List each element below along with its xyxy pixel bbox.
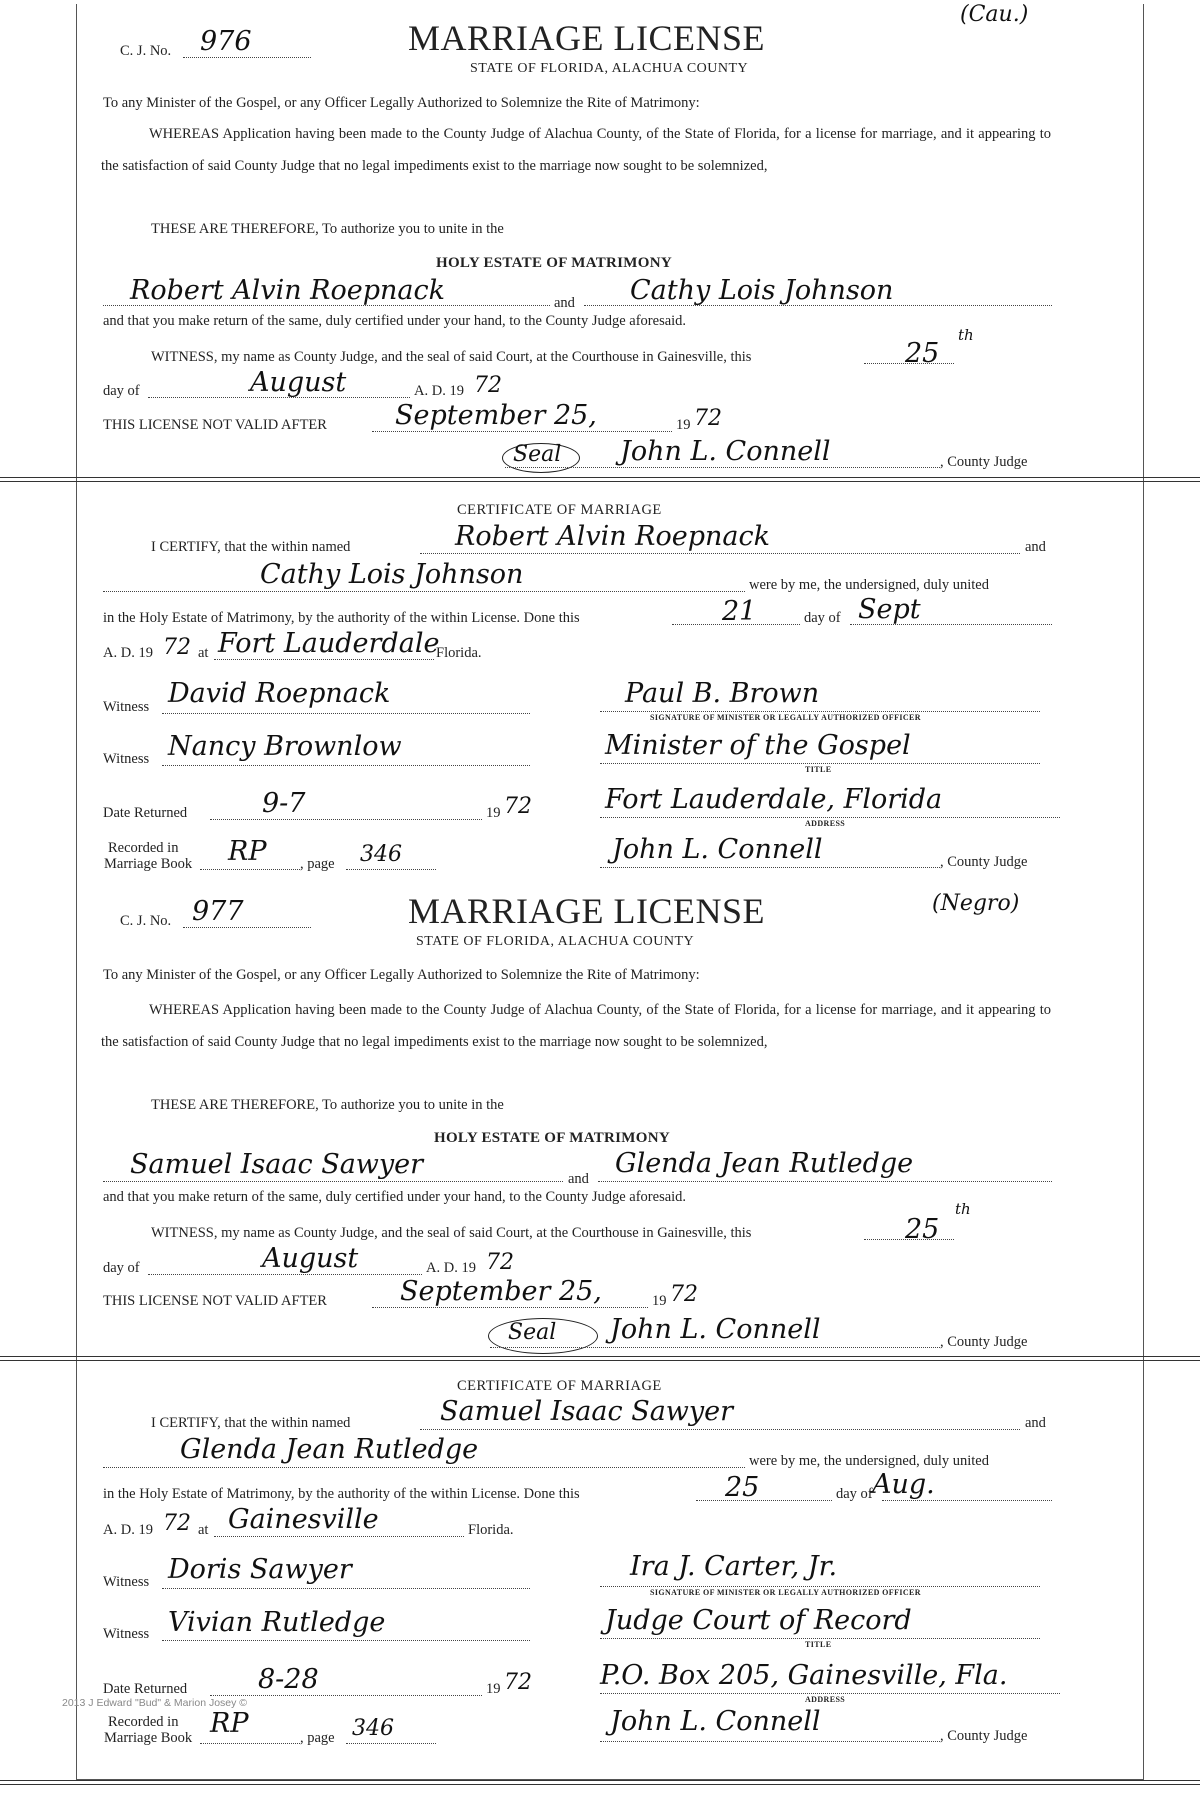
holy-estate-heading: HOLY ESTATE OF MATRIMONY [434,1130,670,1146]
seal-text: Seal [513,442,562,467]
cert-day-of-label: day of [836,1486,873,1502]
not-valid-date: September 25, [395,400,597,431]
license-title: MARRIAGE LICENSE [408,891,765,931]
witness2-line [162,765,530,766]
done-day: 25 [725,1472,760,1503]
copyright-watermark: 2013 J Edward "Bud" & Marion Josey © [62,1697,248,1709]
corner-note: (Cau.) [960,2,1029,27]
place-line [214,659,434,660]
section-divider [0,477,1200,478]
cj-no-value: 977 [192,896,244,927]
witness1-label: Witness [103,1574,150,1590]
cj-no-line [183,57,311,58]
cj-no-value: 976 [200,26,252,57]
witness2-signature: Vivian Rutledge [168,1607,386,1638]
day-number: 25 [905,1214,940,1245]
done-day-line [696,1500,832,1501]
united-label: were by me, the undersigned, duly united [749,577,989,593]
officer-address-line [600,1693,1060,1694]
marriage-book-label: Marriage Book [104,856,193,872]
marriage-book-label: Marriage Book [104,1730,193,1746]
returned-year-prefix: 19 [486,805,501,821]
certify-label: I CERTIFY, that the within named [151,539,351,555]
bride-name: Glenda Jean Rutledge [615,1148,914,1179]
united-label: were by me, the undersigned, duly united [749,1453,989,1469]
return-line: and that you make return of the same, duly certified under your hand, to the County Judge aforesaid. [103,313,687,329]
cj-no-line [183,927,311,928]
not-valid-label: THIS LICENSE NOT VALID AFTER [103,1293,327,1309]
officer-signature: Paul B. Brown [625,678,820,709]
witness1-signature: David Roepnack [168,678,391,709]
page-value: 346 [360,842,402,867]
witness1-line [162,1588,530,1589]
address-line: To any Minister of the Gospel, or any Officer Legally Authorized to Solemnize the Rite of Matrimony: [103,967,700,983]
at-label: at [198,1522,209,1538]
certificate-title: CERTIFICATE OF MARRIAGE [457,1378,662,1394]
day-suffix: th [955,1200,971,1218]
cert-bride: Cathy Lois Johnson [260,559,524,590]
not-valid-line [372,1307,648,1308]
address-label: ADDRESS [805,819,846,828]
witness1-label: Witness [103,699,150,715]
section-divider [0,1356,1200,1357]
page-label: , page [300,1730,335,1746]
cj-no-label: C. J. No. [120,43,172,59]
witness-line: WITNESS, my name as County Judge, and the seal of said Court, at the Courthouse in Gainesville, this [151,1225,752,1241]
not-valid-year: 72 [694,406,722,431]
returned-year: 72 [504,1670,532,1695]
book-line [200,1743,300,1744]
title-label: TITLE [805,1640,832,1649]
officer-address-line [600,817,1060,818]
license-title: MARRIAGE LICENSE [408,18,765,58]
day-of-label: day of [103,1260,140,1276]
officer-title-line [600,763,1040,764]
not-valid-year: 72 [670,1282,698,1307]
returned-year-prefix: 19 [486,1681,501,1697]
book-value: RP [210,1708,249,1739]
cert-groom: Samuel Isaac Sawyer [440,1396,734,1427]
seal-text: Seal [508,1320,557,1345]
cert-place: Gainesville [228,1504,379,1535]
recorded-in-label: Recorded in [108,840,179,856]
state-line: STATE OF FLORIDA, ALACHUA COUNTY [470,61,749,76]
cert-judge-line [600,867,940,868]
certificate-title: CERTIFICATE OF MARRIAGE [457,502,662,518]
address-line: To any Minister of the Gospel, or any Officer Legally Authorized to Solemnize the Rite of Matrimony: [103,95,700,111]
officer-address: Fort Lauderdale, Florida [605,784,943,815]
done-month-line [882,1500,1052,1501]
cert-and-label: and [1025,1415,1046,1431]
not-valid-year-prefix: 19 [652,1293,667,1309]
officer-label: SIGNATURE OF MINISTER OR LEGALLY AUTHORIZED OFFICER [650,713,921,722]
officer-title: Judge Court of Record [605,1605,912,1636]
not-valid-line [372,431,672,432]
page-label: , page [300,856,335,872]
page-line [346,869,436,870]
whereas-paragraph: WHEREAS Application having been made to the County Judge of Alachua County, of the State of Florida, for a license for marriage, and it appearing to the satisfaction of said County Judge that no legal impediments exist to the marriage now sought to be solemnized, [101,126,1051,174]
return-line: and that you make return of the same, duly certified under your hand, to the County Judge aforesaid. [103,1189,687,1205]
and-label: and [554,295,575,311]
day-of-label: day of [103,383,140,399]
returned-year: 72 [504,794,532,819]
witness2-label: Witness [103,1626,150,1642]
therefore-line: THESE ARE THEREFORE, To authorize you to unite in the [151,1097,504,1113]
cert-judge-signature: John L. Connell [610,1706,821,1737]
date-returned-line [210,819,482,820]
bride-name: Cathy Lois Johnson [630,275,894,306]
done-month: Aug. [872,1469,935,1500]
judge-signature: John L. Connell [610,1314,821,1345]
day-number: 25 [905,338,940,369]
cert-bride-line [103,1467,745,1468]
cert-judge-signature: John L. Connell [612,834,823,865]
cert-year: 72 [163,1511,191,1536]
section-divider [0,481,1200,482]
state-line: STATE OF FLORIDA, ALACHUA COUNTY [416,934,695,949]
page-line [346,1743,436,1744]
year-value: 72 [474,373,502,398]
judge-sign-line [490,1347,940,1348]
groom-name: Samuel Isaac Sawyer [130,1149,424,1180]
month-value: August [250,367,347,398]
date-returned: 8-28 [258,1664,319,1695]
authority-line: in the Holy Estate of Matrimony, by the authority of the within License. Done this [103,1486,580,1502]
judge-signature: John L. Connell [620,436,831,467]
ad-label: A. D. 19 [414,383,464,399]
cert-and-label: and [1025,539,1046,555]
witness2-signature: Nancy Brownlow [168,731,402,762]
officer-title: Minister of the Gospel [605,730,911,761]
day-suffix: th [958,326,974,344]
officer-label: SIGNATURE OF MINISTER OR LEGALLY AUTHORIZED OFFICER [650,1588,921,1597]
not-valid-year-prefix: 19 [676,417,691,433]
officer-sign-line [600,711,1040,712]
year-value: 72 [486,1250,514,1275]
ad-label: A. D. 19 [426,1260,476,1276]
judge-sign-line [505,467,940,468]
cert-place: Fort Lauderdale [218,628,440,659]
cert-bride-line [103,591,745,592]
address-label: ADDRESS [805,1695,846,1704]
county-judge-label: , County Judge [940,1334,1028,1350]
bottom-rule [0,1780,1200,1781]
witness1-signature: Doris Sawyer [168,1554,352,1585]
therefore-line: THESE ARE THEREFORE, To authorize you to unite in the [151,221,504,237]
date-returned-label: Date Returned [103,805,188,821]
cert-day-of-label: day of [804,610,841,626]
whereas-paragraph: WHEREAS Application having been made to the County Judge of Alachua County, of the State of Florida, for a license for marriage, and it appearing to the satisfaction of said County Judge that no legal impediments exist to the marriage now sought to be solemnized, [101,1002,1051,1050]
done-day: 21 [722,596,757,627]
month-value: August [262,1243,359,1274]
cert-judge-line [600,1741,940,1742]
groom-line [103,1181,563,1182]
date-returned-line [210,1695,482,1696]
cert-ad-label: A. D. 19 [103,645,153,661]
title-label: TITLE [805,765,832,774]
month-line [148,1274,422,1275]
officer-title-line [600,1638,1040,1639]
corner-note: (Negro) [932,891,1020,916]
place-line [214,1536,464,1537]
cert-bride: Glenda Jean Rutledge [180,1434,479,1465]
cert-groom-line [420,1429,1020,1430]
done-month: Sept [858,594,921,625]
certify-label: I CERTIFY, that the within named [151,1415,351,1431]
page-value: 346 [352,1716,394,1741]
date-returned-label: Date Returned [103,1681,188,1697]
witness-line: WITNESS, my name as County Judge, and the seal of said Court, at the Courthouse in Gainesville, this [151,349,752,365]
cj-no-label: C. J. No. [120,913,172,929]
cert-county-judge-label: , County Judge [940,854,1028,870]
florida-label: Florida. [436,645,482,661]
book-line [200,869,300,870]
witness2-label: Witness [103,751,150,767]
officer-signature: Ira J. Carter, Jr. [630,1551,838,1582]
book-value: RP [228,836,267,867]
witness1-line [162,713,530,714]
groom-name: Robert Alvin Roepnack [130,275,445,306]
and-label: and [568,1171,589,1187]
officer-address: P.O. Box 205, Gainesville, Fla. [600,1660,1008,1691]
witness2-line [162,1640,530,1641]
officer-sign-line [600,1586,1040,1587]
section-divider [0,1360,1200,1361]
at-label: at [198,645,209,661]
not-valid-label: THIS LICENSE NOT VALID AFTER [103,417,327,433]
bride-line [598,1181,1052,1182]
cert-groom: Robert Alvin Roepnack [455,521,770,552]
authority-line: in the Holy Estate of Matrimony, by the authority of the within License. Done this [103,610,580,626]
cert-year: 72 [163,635,191,660]
cert-groom-line [420,553,1020,554]
cert-ad-label: A. D. 19 [103,1522,153,1538]
date-returned: 9-7 [262,788,306,819]
recorded-in-label: Recorded in [108,1714,179,1730]
bottom-rule [0,1784,1200,1785]
not-valid-date: September 25, [400,1276,602,1307]
cert-county-judge-label: , County Judge [940,1728,1028,1744]
holy-estate-heading: HOLY ESTATE OF MATRIMONY [436,255,672,271]
florida-label: Florida. [468,1522,514,1538]
county-judge-label: , County Judge [940,454,1028,470]
